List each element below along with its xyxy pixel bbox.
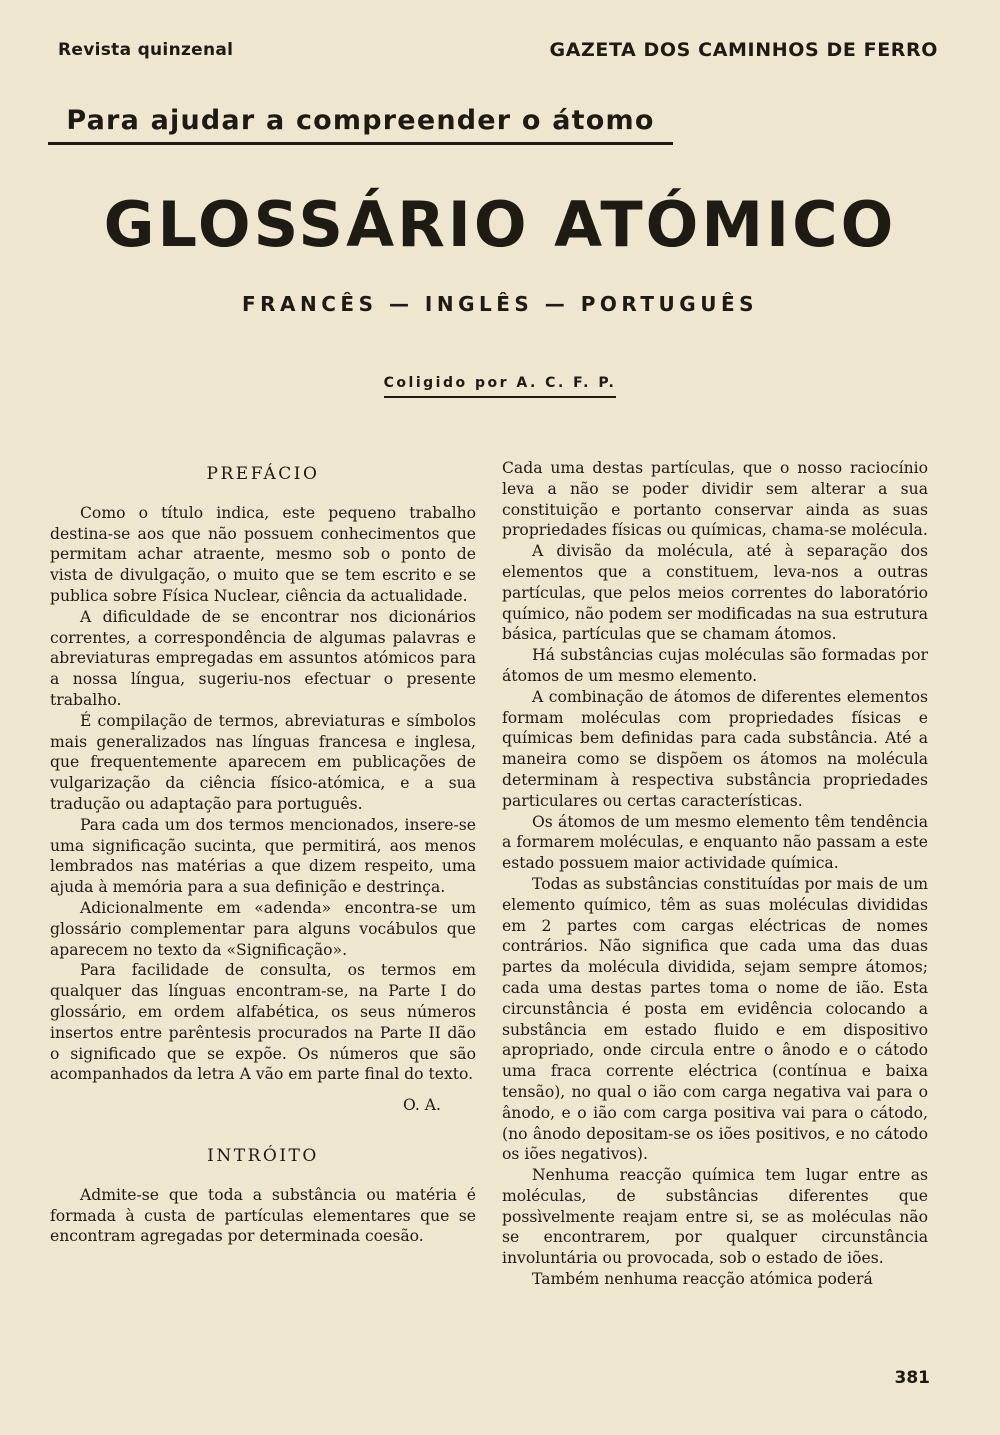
preface-paragraph: Adicionalmente em «adenda» encontra-se um glossário complementar para alguns vocábulos que aparecem no texto da «Significação». <box>50 898 476 959</box>
body-paragraph: Os átomos de um mesmo elemento têm tendência a formarem moléculas, e enquanto não passam a este estado possuem maior actividade química. <box>502 812 928 873</box>
body-paragraph: A divisão da molécula, até à separação dos elementos que a constituem, leva-nos a outras partículas, que pelos meios correntes do laboratório químico, não podem ser modificadas na sua estrutura básica, partículas que se chamam átomos. <box>502 542 928 644</box>
section-title: Para ajudar a compreender o átomo <box>48 105 673 145</box>
preface-paragraph: Para facilidade de consulta, os termos em qualquer das línguas encontram-se, na Parte I do glossário, em ordem alfabética, os seus números insertos entre parêntesis procurados na Parte II dão o significado que se expõe. Os números que são acompanhados da letra A vão em parte final do texto. <box>50 961 476 1084</box>
preface-paragraph: Para cada um dos termos mencionados, insere-se uma significação sucinta, que permitirá, aos menos lembrados nas matérias a que dizem respeito, uma ajuda à memória para a sua definição e destrinça. <box>50 815 476 897</box>
page-number: 381 <box>894 1368 930 1388</box>
byline <box>0 372 1000 398</box>
intro-paragraph: Admite-se que toda a substância ou matéria é formada à custa de partículas elementares que se encontram agregadas por determinada coesão. <box>50 1185 476 1246</box>
article-title: GLOSSÁRIO ATÓMICO <box>103 188 897 261</box>
article-subtitle: FRANCÊS — INGLÊS — PORTUGUÊS <box>241 292 759 316</box>
preface-paragraph: A dificuldade de se encontrar nos dicionários correntes, a correspondência de algumas palavras e abreviaturas empregadas em assuntos atómicos para a nossa língua, sugeriu-nos efectuar o presente trabalho. <box>50 607 476 709</box>
intro-heading: INTRÓITO <box>207 1145 319 1166</box>
left-column <box>50 458 476 1247</box>
body-paragraph: Há substâncias cujas moléculas são formadas por átomos de um mesmo elemento. <box>502 646 928 685</box>
preface-signature: O. A. <box>402 1096 441 1115</box>
byline-text: Coligido por A. C. F. P. <box>384 375 617 398</box>
body-paragraph: A combinação de átomos de diferentes elementos formam moléculas com propriedades físicas e químicas bem definidas para cada substância. Até a maneira como se dispõem os átomos na molécula determinam à respectiva substância propriedades particulares ou certas características. <box>502 687 928 810</box>
right-column <box>502 458 928 1290</box>
body-paragraph: Também nenhuma reacção atómica poderá <box>532 1270 873 1289</box>
body-paragraph: Cada uma destas partículas, que o nosso raciocínio leva a não se poder dividir sem alterar a sua constituição e portanto conservar ainda as suas propriedades físicas ou químicas, chama-se molécula. <box>502 459 928 540</box>
preface-heading: PREFÁCIO <box>206 464 320 484</box>
running-header-right: GAZETA DOS CAMINHOS DE FERRO <box>549 39 938 61</box>
body-paragraph: Todas as substâncias constituídas por mais de um elemento químico, têm as suas moléculas divididas em 2 partes com cargas eléctricas de nomes contrários. Não significa que cada uma das duas partes da molécula dividida, sejam sempre átomos; cada uma destas partes toma o nome de ião. Esta circunstância é posta em evidência colocando a substância em estado fluido e em dispositivo apropriado, onde circula entre o ânodo e o cátodo uma fraca corrente eléctrica (contínua e baixa tensão), no qual o ião com carga negativa vai para o ânodo, e o ião com carga positiva vai para o cátodo, (no ânodo depositam-se os iões positivos, e no cátodo os iões negativos). <box>502 874 928 1164</box>
preface-paragraph: É compilação de termos, abreviaturas e símbolos mais generalizados nas línguas francesa e inglesa, que frequentemente aparecem em publicações de vulgarização da ciência físico-atómica, e a sua tradução ou adaptação para português. <box>50 711 476 813</box>
running-header-left: Revista quinzenal <box>58 40 234 60</box>
preface-paragraph: Como o título indica, este pequeno trabalho destina-se aos que não possuem conhecimentos que permitam achar atraente, mesmo sob o ponto de vista de divulgação, o muito que se tem escrito e se publica sobre Física Nuclear, ciência da actualidade. <box>50 503 476 605</box>
body-paragraph: Nenhuma reacção química tem lugar entre as moléculas, de substâncias diferentes que possìvelmente reajam entre si, se as moléculas não se encontrarem, por qualquer circunstância involuntária ou provocada, sob o estado de iões. <box>502 1166 928 1268</box>
